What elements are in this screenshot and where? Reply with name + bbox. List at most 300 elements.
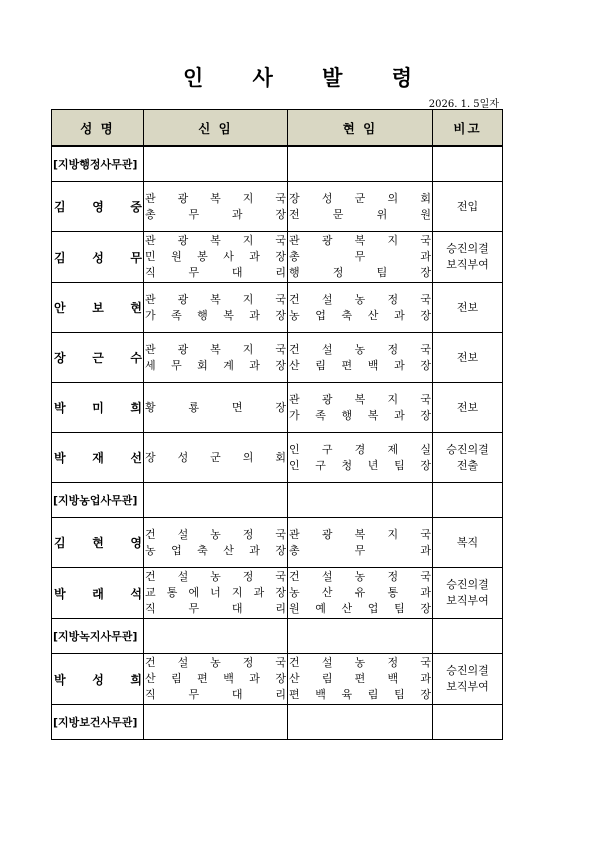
new-position-cell [144, 182, 288, 232]
current-position-char: 지 [387, 392, 399, 406]
note-cell [433, 232, 503, 283]
note-cell [433, 333, 503, 383]
current-position-char: 업 [315, 308, 326, 322]
current-position-char: 복 [354, 527, 366, 541]
new-position-char: 지 [242, 191, 254, 205]
header-current-position: 현 임 [288, 110, 433, 147]
table-row [52, 182, 503, 232]
person-name [52, 198, 143, 215]
empty-cell [433, 483, 503, 518]
new-position-cell [144, 654, 288, 705]
new-position-char: 민 [145, 250, 156, 263]
current-position-char: 팀 [394, 458, 405, 472]
note-cell [433, 568, 503, 619]
header-name: 성 명 [52, 110, 144, 147]
note-line: 승진의결 [446, 242, 489, 255]
new-position-char: 대 [231, 266, 243, 279]
current-position-char: 장 [420, 358, 431, 372]
new-position-char: 관 [145, 191, 156, 205]
current-position-char: 청 [341, 458, 353, 472]
new-position-cell [144, 283, 288, 333]
new-position-char: 대 [231, 602, 243, 615]
table-row [52, 383, 503, 433]
person-name-cell [52, 283, 144, 333]
new-position-char: 직 [145, 602, 156, 615]
section-row [52, 705, 503, 740]
new-position-char: 과 [249, 543, 260, 557]
current-position-char: 실 [420, 442, 431, 456]
current-position-char: 산 [289, 672, 300, 685]
current-position-char: 설 [321, 342, 333, 356]
current-position-char: 행 [289, 266, 300, 279]
person-name-char: 재 [92, 451, 104, 465]
table-row [52, 568, 503, 619]
current-position-char: 팀 [394, 688, 405, 701]
current-position-char: 가 [289, 408, 300, 422]
current-position-char: 건 [289, 656, 300, 669]
person-name-char: 영 [130, 536, 142, 550]
current-position-char: 장 [420, 688, 431, 701]
person-name-char: 안 [54, 301, 66, 315]
note-line: 전보 [456, 300, 479, 314]
new-position-char: 교 [145, 586, 156, 599]
current-position-char: 경 [354, 442, 366, 456]
new-position-line [144, 233, 287, 249]
current-position-char: 과 [394, 358, 405, 372]
note-line: 승진의결 [446, 442, 489, 456]
new-position-line [144, 687, 287, 703]
current-position-char: 광 [321, 527, 333, 541]
current-position-char: 국 [420, 234, 431, 247]
new-position-char: 건 [145, 527, 156, 541]
note-line: 승진의결 [446, 578, 489, 591]
current-position-char: 축 [341, 308, 353, 322]
new-position-line [144, 191, 287, 207]
section-label: [지방농업사무관] [52, 483, 144, 518]
current-position-char: 산 [367, 308, 379, 322]
current-position-line [288, 527, 432, 543]
new-position-char: 과 [249, 250, 260, 263]
header-note: 비고 [433, 110, 503, 147]
current-position-char: 성 [321, 191, 333, 205]
new-position-char: 직 [145, 266, 156, 279]
current-position-line [288, 408, 432, 424]
new-position-char: 산 [145, 672, 156, 685]
new-position-char: 장 [275, 543, 286, 557]
new-position-char: 지 [242, 234, 254, 247]
current-position-char: 장 [420, 308, 431, 322]
new-position-line [144, 207, 287, 223]
current-position-char: 총 [289, 543, 300, 557]
current-position-line [288, 671, 432, 687]
empty-cell [288, 619, 433, 654]
current-position-cell [288, 283, 433, 333]
new-position-char: 에 [188, 586, 200, 599]
current-position-char: 육 [341, 688, 353, 701]
new-position-char: 장 [275, 250, 286, 263]
new-position-char: 회 [275, 450, 286, 464]
current-position-char: 국 [420, 570, 431, 583]
new-position-char: 족 [171, 308, 182, 322]
person-name-cell [52, 654, 144, 705]
current-position-char: 장 [420, 408, 431, 422]
current-position-line [288, 601, 432, 617]
new-position-char: 원 [171, 250, 182, 263]
person-name-char: 보 [92, 301, 104, 315]
personnel-table [51, 109, 503, 740]
new-position-char: 장 [275, 400, 286, 414]
new-position-char: 무 [188, 266, 200, 279]
current-position-char: 예 [315, 602, 326, 615]
new-position-char: 장 [275, 207, 286, 221]
current-position-line [288, 392, 432, 408]
note-cell [433, 383, 503, 433]
person-name-char: 박 [54, 586, 66, 601]
new-position-char: 통 [166, 586, 178, 599]
current-position-char: 설 [321, 656, 333, 669]
current-position-line [288, 308, 432, 324]
current-position-char: 건 [289, 342, 300, 356]
person-name-cell [52, 518, 144, 568]
new-position-char: 너 [210, 586, 221, 599]
new-position-char: 의 [242, 450, 254, 464]
new-position-char: 성 [177, 450, 189, 464]
new-position-char: 국 [275, 527, 286, 541]
new-position-char: 광 [177, 292, 189, 306]
current-position-char: 과 [420, 672, 431, 685]
new-position-char: 설 [177, 570, 189, 583]
current-position-char: 산 [341, 602, 353, 615]
person-name-char: 래 [92, 586, 104, 601]
new-position-char: 정 [242, 570, 254, 583]
person-name-cell [52, 568, 144, 619]
current-position-char: 림 [321, 672, 333, 685]
new-position-char: 리 [275, 688, 286, 701]
empty-cell [433, 705, 503, 740]
person-name-char: 영 [92, 200, 104, 214]
person-name-cell [52, 433, 144, 483]
new-position-char: 편 [197, 672, 208, 685]
person-name-cell [52, 383, 144, 433]
new-position-char: 축 [197, 543, 208, 557]
person-name [52, 249, 143, 266]
new-position-char: 국 [275, 234, 286, 247]
new-position-char: 가 [145, 308, 156, 322]
new-position-char: 건 [145, 570, 156, 583]
new-position-char: 면 [231, 400, 243, 414]
current-position-char: 복 [354, 392, 366, 406]
new-position-char: 무 [171, 358, 182, 372]
current-position-line [288, 342, 432, 358]
new-position-char: 사 [223, 250, 234, 263]
current-position-char: 농 [354, 342, 366, 356]
new-position-char: 농 [210, 527, 221, 541]
current-position-line [288, 585, 432, 601]
new-position-char: 장 [275, 586, 286, 599]
new-position-char: 지 [242, 342, 254, 356]
new-position-char: 장 [145, 450, 156, 464]
note-cell [433, 518, 503, 568]
table-row [52, 654, 503, 705]
person-name [52, 299, 143, 316]
new-position-char: 관 [145, 342, 156, 356]
person-name-char: 성 [92, 250, 104, 265]
table-row [52, 232, 503, 283]
new-position-line [144, 450, 287, 466]
note-line: 보직부여 [446, 258, 489, 271]
new-position-cell [144, 518, 288, 568]
current-position-char: 정 [387, 342, 399, 356]
current-position-char: 지 [387, 234, 399, 247]
current-position-char: 과 [394, 408, 405, 422]
current-position-char: 정 [332, 266, 344, 279]
new-position-char: 복 [210, 234, 221, 247]
note-line: 보직부여 [446, 680, 489, 693]
person-name-char: 김 [54, 536, 66, 550]
note-cell [433, 654, 503, 705]
current-position-char: 정 [387, 656, 399, 669]
new-position-char: 설 [177, 527, 189, 541]
new-position-char: 백 [223, 672, 234, 685]
new-position-char: 광 [177, 234, 189, 247]
new-position-char: 복 [210, 191, 221, 205]
new-position-line [144, 308, 287, 324]
new-position-line [144, 671, 287, 687]
new-position-char: 무 [188, 207, 200, 221]
current-position-cell [288, 182, 433, 232]
current-position-line [288, 265, 432, 281]
new-position-char: 국 [275, 570, 286, 583]
person-name-char: 성 [92, 672, 104, 687]
current-position-cell [288, 333, 433, 383]
current-position-char: 전 [289, 207, 300, 221]
new-position-char: 장 [275, 358, 286, 372]
section-label: [지방행정사무관] [52, 146, 144, 182]
current-position-line [288, 207, 432, 223]
current-position-char: 과 [420, 543, 431, 557]
new-position-char: 장 [275, 672, 286, 685]
current-position-char: 위 [376, 207, 388, 221]
new-position-char: 봉 [197, 250, 208, 263]
person-name-char: 김 [54, 250, 66, 265]
current-position-char: 편 [354, 672, 366, 685]
current-position-char: 건 [289, 292, 300, 306]
person-name-char: 석 [130, 586, 142, 601]
note-line: 복직 [456, 535, 479, 549]
current-position-char: 팀 [376, 266, 388, 279]
current-position-char: 문 [332, 207, 344, 221]
current-position-char: 백 [367, 358, 379, 372]
note-line: 전보 [456, 350, 479, 364]
section-row [52, 146, 503, 182]
header-row [52, 110, 503, 147]
person-name-char: 무 [130, 250, 142, 265]
table-body [52, 146, 503, 740]
new-position-char: 복 [210, 292, 221, 306]
current-position-char: 장 [420, 458, 431, 472]
current-position-char: 국 [420, 527, 431, 541]
person-name [52, 449, 143, 466]
new-position-char: 지 [231, 586, 243, 599]
current-position-char: 년 [367, 458, 379, 472]
new-position-char: 장 [275, 308, 286, 322]
new-position-char: 과 [249, 308, 260, 322]
person-name-char: 현 [130, 301, 142, 315]
new-position-line [144, 655, 287, 671]
new-position-char: 관 [145, 234, 156, 247]
new-position-char: 국 [275, 292, 286, 306]
empty-cell [288, 146, 433, 182]
person-name-char: 선 [130, 451, 142, 465]
new-position-char: 광 [177, 191, 189, 205]
current-position-char: 구 [321, 442, 333, 456]
current-position-char: 림 [367, 688, 379, 701]
new-position-char: 관 [145, 292, 156, 306]
current-position-char: 과 [420, 250, 431, 263]
current-position-line [288, 569, 432, 585]
current-position-line [288, 442, 432, 458]
new-position-char: 행 [197, 308, 208, 322]
current-position-char: 산 [289, 358, 300, 372]
current-position-line [288, 249, 432, 265]
note-line: 보직부여 [446, 594, 489, 607]
new-position-line [144, 292, 287, 308]
table-row [52, 283, 503, 333]
current-position-cell [288, 433, 433, 483]
header-new-position: 신 임 [144, 110, 288, 147]
current-position-char: 행 [341, 408, 353, 422]
current-position-char: 총 [289, 250, 300, 263]
new-position-char: 룡 [188, 400, 200, 414]
new-position-char: 설 [177, 656, 189, 669]
new-position-char: 무 [188, 688, 200, 701]
current-position-char: 림 [315, 358, 326, 372]
empty-cell [144, 146, 288, 182]
current-position-char: 무 [354, 543, 366, 557]
new-position-char: 복 [210, 342, 221, 356]
current-position-char: 장 [420, 266, 431, 279]
new-position-char: 군 [210, 450, 221, 464]
person-name-cell [52, 182, 144, 232]
new-position-line [144, 249, 287, 265]
current-position-char: 장 [420, 602, 431, 615]
new-position-line [144, 585, 287, 601]
current-position-char: 군 [354, 191, 366, 205]
current-position-char: 산 [321, 586, 333, 599]
person-name-char: 장 [54, 351, 66, 365]
current-position-line [288, 358, 432, 374]
note-line: 전보 [456, 400, 479, 414]
new-position-char: 농 [210, 656, 221, 669]
note-cell [433, 182, 503, 232]
current-position-char: 족 [315, 408, 326, 422]
new-position-char: 국 [275, 656, 286, 669]
current-position-char: 편 [341, 358, 353, 372]
person-name-cell [52, 232, 144, 283]
person-name [52, 349, 143, 366]
empty-cell [288, 483, 433, 518]
current-position-line [288, 233, 432, 249]
current-position-char: 광 [321, 392, 333, 406]
current-position-char: 편 [289, 688, 300, 701]
person-name [52, 585, 143, 602]
current-position-char: 농 [354, 656, 366, 669]
current-position-char: 무 [354, 250, 366, 263]
new-position-line [144, 569, 287, 585]
empty-cell [144, 705, 288, 740]
current-position-line [288, 655, 432, 671]
issue-date: 2026. 1. 5일자 [428, 99, 499, 110]
person-name-char: 수 [130, 351, 142, 365]
current-position-char: 정 [387, 570, 399, 583]
new-position-char: 광 [177, 342, 189, 356]
note-cell [433, 433, 503, 483]
new-position-char: 정 [242, 527, 254, 541]
current-position-char: 국 [420, 342, 431, 356]
current-position-char: 인 [289, 442, 300, 456]
person-name-char: 희 [130, 401, 142, 415]
current-position-char: 광 [321, 234, 333, 247]
current-position-cell [288, 383, 433, 433]
new-position-line [144, 400, 287, 416]
new-position-char: 림 [171, 672, 182, 685]
new-position-char: 지 [242, 292, 254, 306]
new-position-char: 과 [249, 358, 260, 372]
current-position-char: 관 [289, 234, 300, 247]
current-position-char: 농 [289, 308, 300, 322]
person-name [52, 399, 143, 416]
current-position-char: 유 [354, 586, 366, 599]
current-position-char: 원 [420, 207, 431, 221]
new-position-char: 과 [253, 586, 265, 599]
current-position-char: 복 [354, 234, 366, 247]
current-position-char: 농 [289, 586, 300, 599]
new-position-char: 국 [275, 191, 286, 205]
current-position-char: 관 [289, 527, 300, 541]
current-position-char: 건 [289, 570, 300, 583]
new-position-char: 무 [188, 602, 200, 615]
new-position-char: 리 [275, 602, 286, 615]
current-position-char: 제 [387, 442, 399, 456]
current-position-char: 구 [315, 458, 326, 472]
current-position-char: 팀 [394, 602, 405, 615]
new-position-char: 리 [275, 266, 286, 279]
note-line: 전출 [456, 458, 479, 472]
empty-cell [288, 705, 433, 740]
current-position-cell [288, 232, 433, 283]
current-position-line [288, 543, 432, 559]
person-name-char: 중 [130, 200, 142, 214]
new-position-char: 정 [242, 656, 254, 669]
new-position-char: 과 [231, 207, 243, 221]
new-position-char: 복 [223, 308, 234, 322]
section-row [52, 483, 503, 518]
current-position-line [288, 458, 432, 474]
section-label: [지방녹지사무관] [52, 619, 144, 654]
current-position-line [288, 292, 432, 308]
current-position-char: 장 [289, 191, 300, 205]
person-name-char: 박 [54, 451, 66, 465]
current-position-line [288, 191, 432, 207]
current-position-char: 회 [420, 191, 431, 205]
current-position-char: 백 [387, 672, 399, 685]
current-position-char: 지 [387, 527, 399, 541]
new-position-char: 직 [145, 688, 156, 701]
current-position-char: 관 [289, 392, 300, 406]
note-cell [433, 283, 503, 333]
new-position-cell [144, 433, 288, 483]
new-position-line [144, 358, 287, 374]
